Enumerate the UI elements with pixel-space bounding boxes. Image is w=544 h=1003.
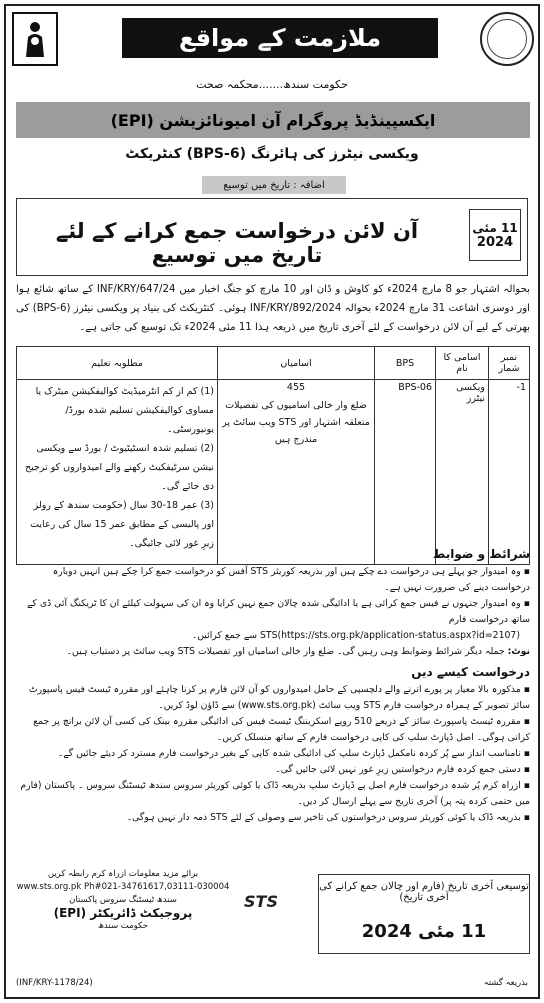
epi-logo (12, 12, 58, 66)
contact-line: برائے مزید معلومات ازراہ کرم رابطہ کریں (47, 869, 199, 879)
apply-item: ▪ ازراہ کرم پُر شدہ درخواست فارم اصل پے ڈپازٹ سلپ بذریعہ ڈاک یا کوئی کوریئر سروس سندھ ٹیسٹنگ سروس ۔ پاکستان (فارم میں حتمی کردہ پتہ پر) آخری تاریخ سے پہلے ارسال کر دیں۔ (16, 778, 530, 810)
note-text: جملہ دیگر شرائط وضوابط وہی رہیں گی۔ ضلع وار خالی اسامیاں اور تفصیلات STS ویب سائٹ پر دستیاب ہیں۔ (66, 646, 505, 657)
extension-box (16, 198, 528, 276)
terms-title: شرائط و ضوابط (432, 547, 530, 561)
apply-item: ▪ مذکورہ بالا معیار پر پورے اترنے والے دلچسپی کے حامل امیدواروں کو آن لائن فارم پر کرنا چاہئے اور مقررہ ٹیسٹ فیس پاسپورٹ سائز تصویر کے ہمراہ درخواست فارم STS ویب سائٹ (www.sts.org.pk) سے ڈاؤن لوڈ کریں۔ (16, 682, 530, 714)
last-date-box (318, 874, 530, 954)
project-director: پروجیکٹ ڈائریکٹر (EPI) (53, 906, 193, 920)
dept-line: حکومت سندھ.......محکمہ صحت (196, 78, 348, 91)
header (12, 12, 534, 68)
apply-item: ▪ بذریعہ ڈاک یا کوئی کوریئر سروس درخواستوں کی تاخیر سے وصولی کے لئے STS ذمہ دار نہیں ہوگی۔ (16, 810, 530, 826)
how-to-apply-title: درخواست کیسے دیں (411, 665, 530, 679)
cell-post-name: ویکسی نیٹرز (436, 380, 489, 565)
cell-posts (218, 380, 375, 565)
sindh-govt-emblem-icon (480, 12, 534, 66)
program-banner: ایکسپینڈیڈ پروگرام آن امیونائزیشن (EPI) (16, 102, 530, 138)
reference-number: (INF/KRY-1178/24) (16, 978, 93, 988)
page-title: ملازمت کے مواقع (122, 18, 438, 58)
header-education: مطلوبہ تعلیم (17, 347, 218, 380)
terms-item: ▪ وہ امیدوار جنہوں نے فیس جمع کرائی ہے یا ادائیگی شدہ چالان جمع نہیں کرایا وہ ان کی سہولت کیلئے ان کا ٹریکنگ آئی ڈی کے ساتھ درخواست فارم (16, 596, 530, 628)
jobs-table (16, 346, 530, 565)
terms-item: (https://sts.org.pk/application-status.aspx?id=2107)STS سے جمع کرائیں۔ (191, 630, 520, 641)
header-bps: BPS (375, 347, 436, 380)
contact-line: سندھ ٹیسٹنگ سروس پاکستان (69, 895, 177, 905)
hiring-line: ویکسی نیٹرز کی ہائرنگ (BPS-6) کنٹریکٹ (125, 146, 419, 162)
advertisement-page (4, 4, 540, 999)
header-posts: اسامیاں (218, 347, 375, 380)
terms-note (16, 644, 530, 660)
cell-education (17, 380, 218, 565)
table-row (17, 380, 530, 565)
education-item: (3) عمر 18-30 سال (حکومت سندھ کے رولز اور پالیسی کے مطابق عمر 15 سال کی رعایت زیرِ غور لائی جائیگی۔ (30, 500, 214, 549)
extension-title: آن لائن درخواست جمع کرانے کے لئے تاریخ میں توسیع (55, 219, 419, 267)
last-date-label: توسیعی آخری تاریخ (فارم اور چالان جمع کرانے کی آخری تاریخ) (319, 881, 529, 903)
last-date-value: 11 مئی 2024 (361, 921, 487, 942)
sts-logo: STS (244, 892, 278, 911)
contact-govt: حکومت سندھ (97, 921, 149, 931)
education-item: (1) کم از کم انٹرمیڈیٹ کوالیفکیشن میٹرک یا مساوی کوالیفکیشن تسلیم شدہ بورڈ/یونیورسٹی۔ (35, 386, 214, 435)
apply-item: ▪ دستی جمع کردہ فارم درخواستیں زیرِ غور نہیں لائی جائیں گی۔ (16, 762, 530, 778)
extension-date-box (469, 209, 521, 261)
mother-child-icon (20, 19, 50, 59)
contact-block (16, 868, 230, 933)
addendum-label: اضافہ : تاریخ میں توسیع (202, 176, 346, 194)
cell-serial: 1- (489, 380, 530, 565)
cell-bps: BPS-06 (375, 380, 436, 565)
footer-right-text: بذریعہ گشتہ (483, 978, 528, 988)
rules-section (16, 544, 530, 826)
intro-paragraph: بحوالہ اشتہار جو 8 مارچ 2024ء کو کاوش و ڈان اور 10 مارچ کو جنگ اخبار میں INF/KRY/647/24 کے ساتھ شائع ہوا اور دوسری اشاعت 31 مارچ 2024ء بحوالہ INF/KRY/892/2024 ہوئی۔ کنٹریکٹ کی بنیاد پر ویکسی نیٹرز (BPS-6) کی بھرتی کے لیے آن لائن درخواست کے لئے آخری تاریخ میں ذریعہ ہذا 11 مئی 2024ء تک توسیع کی جاتی ہے۔ (16, 284, 530, 333)
footer (16, 868, 530, 988)
contact-web-phone: www.sts.org.pk Ph#021-34761617,03111-030004 (16, 882, 230, 892)
apply-item: ▪ نامناسب انداز سے پُر کردہ نامکمل ڈپازٹ سلپ کی ادائیگی شدہ کاپی کے بغیر درخواست فارم مسترد کر دیئے جائیں گے۔ (16, 746, 530, 762)
extension-date-year: 2024 (476, 234, 514, 250)
education-item: (2) تسلیم شدہ انسٹیٹیوٹ / بورڈ سے ویکسی نیشن سرٹیفکیٹ رکھنے والے امیدواروں کو ترجیح دی جائے گی۔ (24, 443, 214, 492)
header-serial: نمبر شمار (489, 347, 530, 380)
posts-note: ضلع وار خالی اسامیوں کی تفصیلات متعلقہ اشتہار اور STS ویب سائٹ پر مندرج ہیں (222, 400, 370, 445)
terms-item: ▪ وہ امیدوار جو پہلے ہی درخواست دے چکے ہیں اور بذریعہ کوریئر STS آفس کو درخواست جمع کرا چکے ہیں انہیں دوبارہ درخواست دینے کی ضرورت نہیں ہے۔ (16, 564, 530, 596)
header-post-name: اسامی کا نام (436, 347, 489, 380)
posts-count: 455 (286, 382, 306, 393)
note-label: نوٹ: (507, 646, 530, 657)
apply-item: ▪ مقررہ ٹیسٹ پاسپورٹ سائز کے ذریعے 510 روپے اسکریننگ ٹیسٹ فیس کی ادائیگی مقررہ بینک کی کسی آن لائن برانچ پر جمع کرانی ہوگی۔ اصل ڈپازٹ سلپ کی کاپی درخواست فارم کے ساتھ منسلک کریں۔ (16, 714, 530, 746)
extension-date-day: 11 مئی (472, 220, 518, 235)
table-header-row (17, 347, 530, 380)
